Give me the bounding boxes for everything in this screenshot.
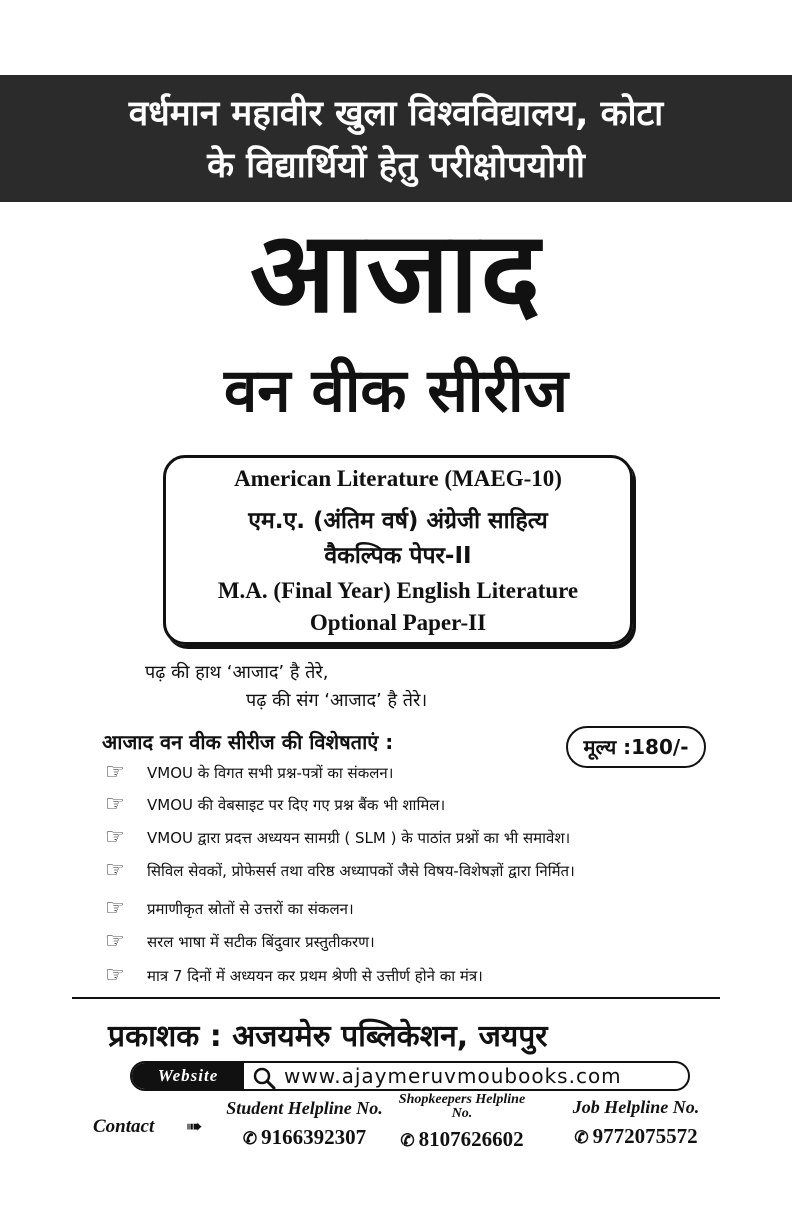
job-helpline (561, 1097, 711, 1149)
university-name: वर्धमान महावीर खुला विश्वविद्यालय, कोटा (128, 94, 664, 134)
couplet-line-1: पढ़ की हाथ ‘आजाद’ है तेरे, (145, 662, 329, 683)
helpline-number[interactable]: 9772075572 (592, 1124, 698, 1148)
feature-item (105, 896, 354, 921)
pointing-hand-icon: ☞ (105, 896, 125, 921)
phone-icon: ✆ (242, 1129, 258, 1148)
course-title-en: American Literature (MAEG-10) (234, 466, 562, 491)
arrow-right-icon: ➠ (186, 1114, 203, 1138)
phone-icon: ✆ (574, 1128, 589, 1147)
feature-item (105, 792, 445, 817)
pointing-hand-icon: ☞ (105, 825, 125, 850)
section-divider (72, 997, 720, 999)
couplet-line-2: पढ़ की संग ‘आजाद’ है तेरे। (246, 690, 428, 711)
programme-en: M.A. (Final Year) English Literature (217, 578, 579, 603)
series-title: वन वीक सीरीज (223, 356, 569, 426)
feature-text: VMOU के विगत सभी प्रश्न-पत्रों का संकलन। (147, 763, 394, 782)
feature-item (105, 825, 570, 850)
helpline-number[interactable]: 9166392307 (261, 1125, 367, 1149)
helpline-label: Shopkeepers Helpline No. (398, 1092, 526, 1121)
pointing-hand-icon: ☞ (105, 929, 125, 954)
course-info-box (163, 455, 633, 645)
helpline-label: Job Helpline No. (572, 1097, 700, 1117)
publisher-name: प्रकाशक : अजयमेरु पब्लिकेशन, जयपुर (108, 1019, 548, 1054)
shopkeepers-helpline (388, 1093, 536, 1152)
book-title: आजाद (249, 208, 543, 338)
helpline-label: Student Helpline No. (226, 1098, 383, 1118)
website-bar[interactable] (130, 1061, 690, 1091)
feature-text: VMOU की वेबसाइट पर दिए गए प्रश्न बैंक भी शामिल। (147, 795, 446, 814)
feature-text: प्रमाणीकृत स्रोतों से उत्तरों का संकलन। (147, 899, 354, 918)
feature-text: मात्र 7 दिनों में अध्ययन कर प्रथम श्रेणी से उत्तीर्ण होने का मंत्र। (147, 966, 483, 985)
feature-item (105, 929, 375, 954)
audience-line: के विद्यार्थियों हेतु परीक्षोपयोगी (207, 146, 585, 186)
feature-text: VMOU द्वारा प्रदत्त अध्ययन सामग्री ( SLM ) के पाठांत प्रश्नों का भी समावेश। (147, 828, 571, 847)
pointing-hand-icon: ☞ (105, 760, 125, 785)
university-header-banner (0, 75, 792, 202)
feature-item (105, 963, 483, 988)
student-helpline (222, 1098, 387, 1150)
contact-label: Contact (93, 1116, 155, 1137)
pointing-hand-icon: ☞ (105, 963, 125, 988)
phone-icon: ✆ (400, 1131, 415, 1150)
feature-item (105, 760, 393, 785)
feature-text: सरल भाषा में सटीक बिंदुवार प्रस्तुतीकरण। (147, 932, 375, 951)
course-title-hi: एम.ए. (अंतिम वर्ष) अंग्रेजी साहित्य (248, 508, 548, 534)
helpline-number[interactable]: 8107626602 (418, 1127, 524, 1151)
feature-text: सिविल सेवकों, प्रोफेसर्स तथा वरिष्ठ अध्यापकों जैसे विषय-विशेषज्ञों द्वारा निर्मित। (147, 861, 575, 880)
pointing-hand-icon: ☞ (105, 858, 125, 883)
search-icon (252, 1063, 276, 1090)
features-heading: आजाद वन वीक सीरीज की विशेषताएं : (102, 730, 394, 754)
feature-item (105, 858, 575, 883)
price-badge: मूल्य :180/- (566, 726, 706, 768)
pointing-hand-icon: ☞ (105, 792, 125, 817)
website-label: Website (132, 1063, 244, 1089)
paper-en: Optional Paper-II (309, 610, 487, 635)
website-url[interactable]: www.ajaymeruvmoubooks.com (284, 1064, 622, 1088)
paper-hi: वैकल्पिक पेपर-II (324, 543, 472, 569)
